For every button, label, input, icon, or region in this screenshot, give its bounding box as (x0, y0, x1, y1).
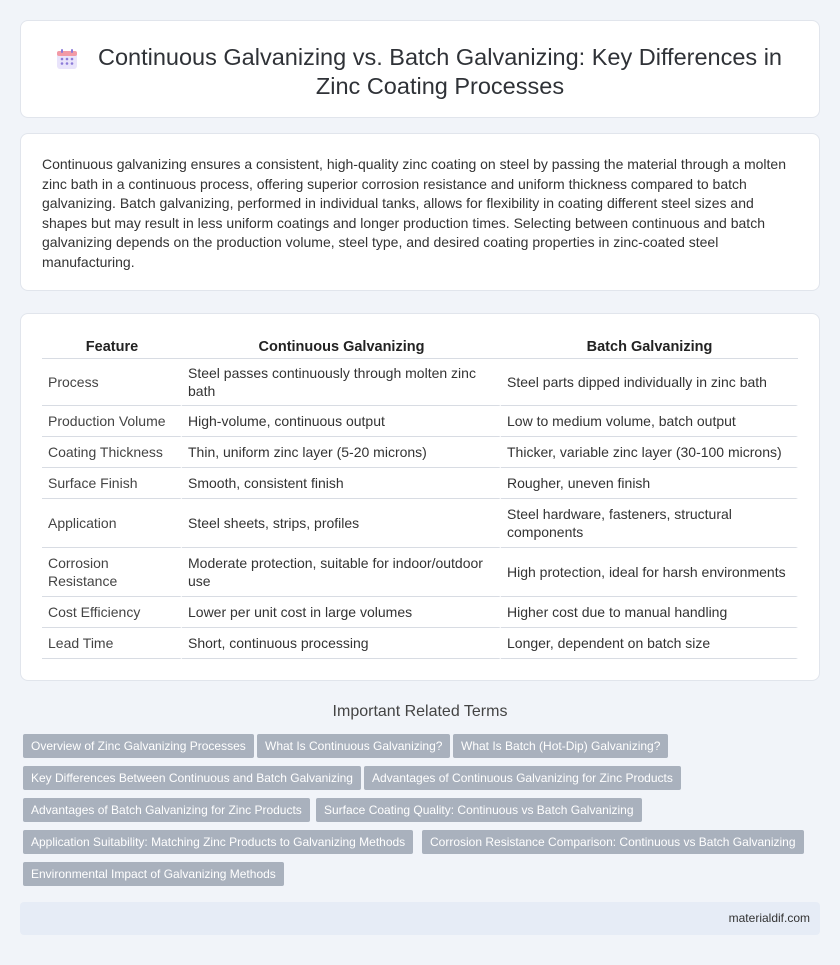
table-cell: Higher cost due to manual handling (501, 597, 798, 628)
table-cell: Rougher, uneven finish (501, 468, 798, 499)
table-cell: Steel passes continuously through molten zinc bath (182, 359, 501, 406)
related-terms-heading: Important Related Terms (332, 703, 508, 720)
table-cell: Moderate protection, suitable for indoor/outdoor use (182, 548, 501, 597)
table-row (42, 499, 798, 548)
related-term-tag[interactable]: Environmental Impact of Galvanizing Methods (23, 862, 284, 886)
table-cell: Longer, dependent on batch size (501, 628, 798, 659)
related-term-tag[interactable]: Corrosion Resistance Comparison: Continuous vs Batch Galvanizing (422, 830, 804, 854)
table-cell: Steel parts dipped individually in zinc bath (501, 359, 798, 406)
comparison-table (42, 334, 798, 659)
table-cell: Process (42, 359, 182, 406)
table-cell: Cost Efficiency (42, 597, 182, 628)
table-cell: Production Volume (42, 406, 182, 437)
table-cell: Application (42, 499, 182, 548)
table-cell: Lead Time (42, 628, 182, 659)
table-cell: Corrosion Resistance (42, 548, 182, 597)
table-cell: Thin, uniform zinc layer (5-20 microns) (182, 437, 501, 468)
table-row (42, 468, 798, 499)
table-row (42, 359, 798, 406)
related-term-tag[interactable]: What Is Continuous Galvanizing? (257, 734, 450, 758)
table-row (42, 597, 798, 628)
footer (20, 902, 820, 935)
table-cell: High-volume, continuous output (182, 406, 501, 437)
comparison-card (20, 313, 820, 681)
column-header: Batch Galvanizing (501, 334, 798, 359)
column-header: Feature (42, 334, 182, 359)
table-cell: Coating Thickness (42, 437, 182, 468)
table-cell: Low to medium volume, batch output (501, 406, 798, 437)
table-cell: Surface Finish (42, 468, 182, 499)
related-term-tag[interactable]: Application Suitability: Matching Zinc Products to Galvanizing Methods (23, 830, 413, 854)
related-term-tag[interactable]: What Is Batch (Hot-Dip) Galvanizing? (453, 734, 668, 758)
column-header: Continuous Galvanizing (182, 334, 501, 359)
table-cell: Short, continuous processing (182, 628, 501, 659)
header-card (20, 20, 820, 118)
table-row (42, 437, 798, 468)
table-row (42, 628, 798, 659)
page-title: Continuous Galvanizing vs. Batch Galvanizing: Key Differences in Zinc Coating Processes (97, 44, 783, 99)
footer-site-link[interactable]: materialdif.com (728, 911, 810, 925)
table-row (42, 548, 798, 597)
related-term-tag[interactable]: Key Differences Between Continuous and Batch Galvanizing (23, 766, 361, 790)
table-row (42, 406, 798, 437)
related-term-tag[interactable]: Overview of Zinc Galvanizing Processes (23, 734, 254, 758)
intro-card (20, 133, 820, 291)
related-term-tag[interactable]: Advantages of Continuous Galvanizing for Zinc Products (364, 766, 681, 790)
table-cell: Lower per unit cost in large volumes (182, 597, 501, 628)
table-cell: Smooth, consistent finish (182, 468, 501, 499)
table-cell: High protection, ideal for harsh environments (501, 548, 798, 597)
related-term-tag[interactable]: Surface Coating Quality: Continuous vs Batch Galvanizing (316, 798, 642, 822)
intro-paragraph: Continuous galvanizing ensures a consistent, high-quality zinc coating on steel by passing the material through a molten zinc bath in a continuous process, offering superior corrosion resistance and uniform thickness compared to batch galvanizing. Batch galvanizing, performed in individual tanks, allows for flexibility in coating different steel sizes and shapes but may result in less uniform coatings and longer production times. Selecting between continuous and batch galvanizing depends on the production volume, steel type, and desired coating properties in zinc-coated steel manufacturing. (42, 156, 786, 270)
table-cell: Thicker, variable zinc layer (30-100 microns) (501, 437, 798, 468)
calendar-icon (55, 47, 79, 71)
table-header-row (42, 334, 798, 359)
related-term-tag[interactable]: Advantages of Batch Galvanizing for Zinc Products (23, 798, 310, 822)
table-cell: Steel hardware, fasteners, structural components (501, 499, 798, 548)
table-cell: Steel sheets, strips, profiles (182, 499, 501, 548)
